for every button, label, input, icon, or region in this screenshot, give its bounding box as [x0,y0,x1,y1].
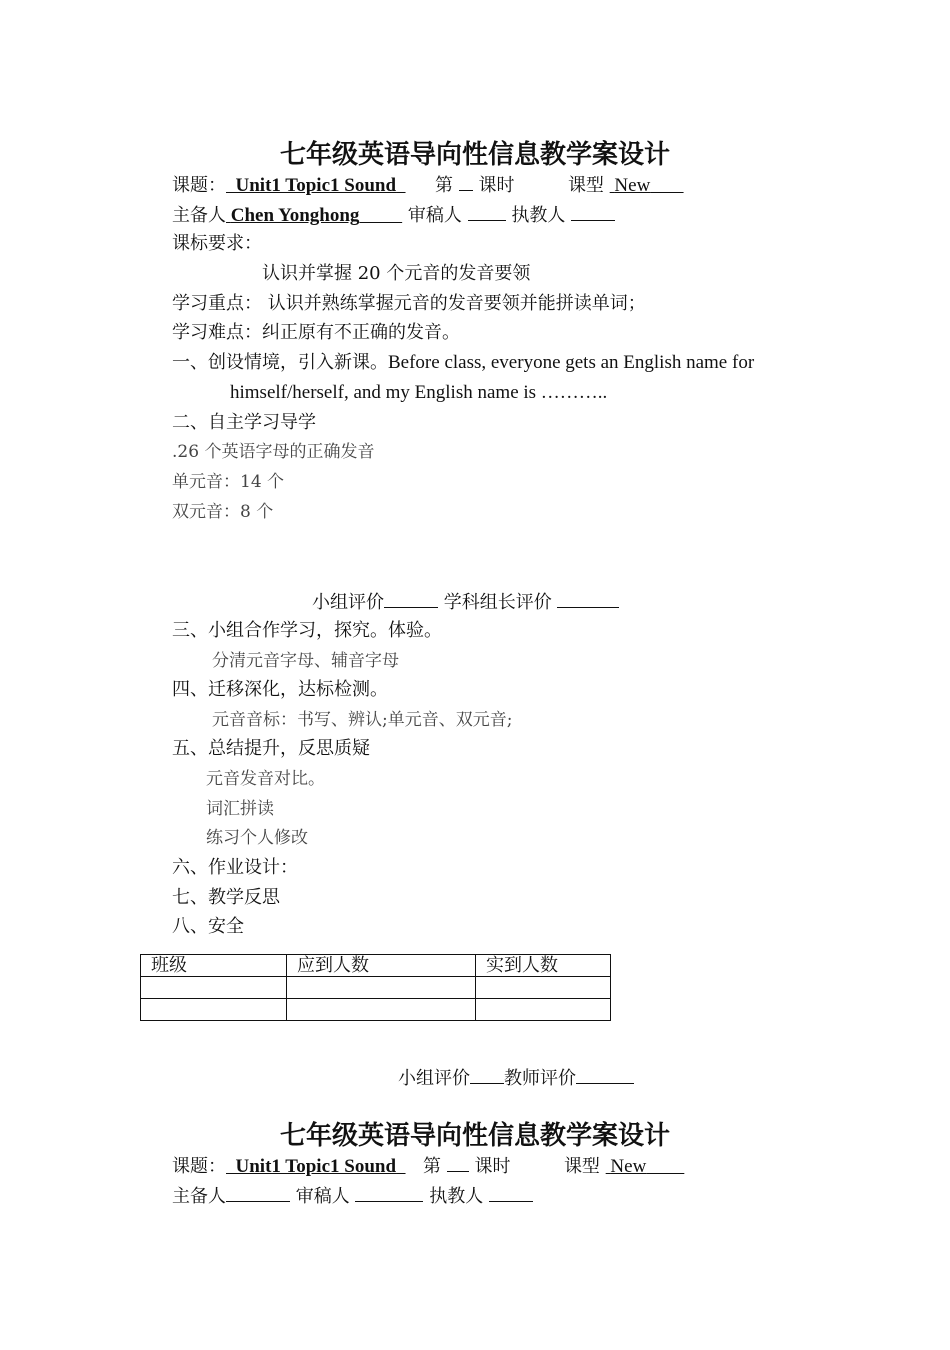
period-blank [459,172,473,191]
section-2-heading: 二、自主学习导学 [172,412,316,433]
topic-label: 课题： [172,175,226,196]
teacher-eval-blank [576,1065,634,1084]
leader-eval-label: 学科组长评价 [443,592,552,613]
group-eval-label: 小组评价 [312,592,384,613]
teacher-eval-label: 教师评价 [504,1068,576,1089]
reviewer-label: 审稿人 [407,205,462,226]
section-7-heading: 七、教学反思 [172,887,280,908]
type-label: 课型 [567,175,604,196]
leader-eval-blank [557,589,619,608]
table-cell[interactable] [287,977,476,999]
section-1-text-cont: himself/herself, and my English name is ……….. [230,382,608,403]
section-4-heading: 四、迁移深化，达标检测。 [172,679,388,700]
table-row [141,977,611,999]
topic-line [172,172,684,198]
table-cell[interactable] [141,977,287,999]
staff-line [172,202,615,228]
preparer-label: 主备人 [172,205,226,226]
section-1 [172,351,754,375]
teacher-blank [571,202,615,221]
staff-line-2 [172,1183,533,1209]
standard-text: 认识并掌握 20 个元音的发音要领 [262,263,531,284]
table-cell[interactable] [141,999,287,1021]
topic-value: Unit1 Topic1 Sound [235,175,397,196]
section-4-item: 元音音标：书写、辨认;单元音、双元音; [212,710,513,730]
period-suffix: 课时 [474,1156,511,1177]
reviewer-label: 审稿人 [295,1186,350,1207]
teacher-blank [489,1183,533,1202]
period-blank [447,1153,469,1172]
section-5-item: 练习个人修改 [206,828,308,848]
section-5-heading: 五、总结提升，反思质疑 [172,738,370,759]
section-5-item: 词汇拼读 [206,799,274,819]
teacher-label: 执教人 [511,205,566,226]
section-2-item: .26 个英语字母的正确发音 [172,442,375,462]
topic-label: 课题： [172,1156,226,1177]
period-suffix: 课时 [478,175,515,196]
section-6-heading: 六、作业设计： [172,857,298,878]
table-cell[interactable] [476,977,611,999]
section-2-item: 单元音：14 个 [172,472,285,492]
reviewer-blank [355,1183,423,1202]
type-value: New [610,1156,647,1177]
preparer-value: Chen Yonghong [230,205,360,226]
difficulty: 学习难点：纠正原有不正确的发音。 [172,322,460,343]
group-eval-blank [384,589,438,608]
reviewer-blank [468,202,506,221]
standard-label: 课标要求： [172,233,262,254]
type-value: New [614,175,651,196]
table-cell[interactable] [476,999,611,1021]
page-title: 七年级英语导向性信息教学案设计 [279,140,670,170]
section-1-heading: 一、创设情境，引入新课。 [172,352,388,373]
table-header-cell: 应到人数 [287,955,476,977]
table-cell[interactable] [287,999,476,1021]
topic-value: Unit1 Topic1 Sound [235,1156,397,1177]
period-label: 第 [435,175,453,196]
table-header-cell: 实到人数 [476,955,611,977]
section-5-item: 元音发音对比。 [206,769,325,789]
preparer-label: 主备人 [172,1186,226,1207]
type-label: 课型 [563,1156,600,1177]
key-point: 学习重点： 认识并熟练掌握元音的发音要领并能拼读单词； [172,293,646,314]
evaluation-line-1 [312,589,619,615]
group-eval-label: 小组评价 [398,1068,470,1089]
section-8-heading: 八、安全 [172,916,244,937]
section-3-item: 分清元音字母、辅音字母 [212,651,399,671]
group-eval-blank [470,1065,504,1084]
table-header-cell: 班级 [141,955,287,977]
section-1-text: Before class, everyone gets an English name for [388,352,755,373]
section-2-item: 双元音：8 个 [172,502,274,522]
teacher-label: 执教人 [429,1186,484,1207]
page-title-2: 七年级英语导向性信息教学案设计 [279,1121,670,1151]
section-3-heading: 三、小组合作学习，探究。体验。 [172,620,442,641]
table-header-row [141,955,611,977]
preparer-blank [226,1183,290,1202]
topic-line-2 [172,1153,684,1179]
attendance-table [140,954,611,1021]
period-label: 第 [423,1156,441,1177]
evaluation-line-2 [398,1065,634,1091]
table-row [141,999,611,1021]
